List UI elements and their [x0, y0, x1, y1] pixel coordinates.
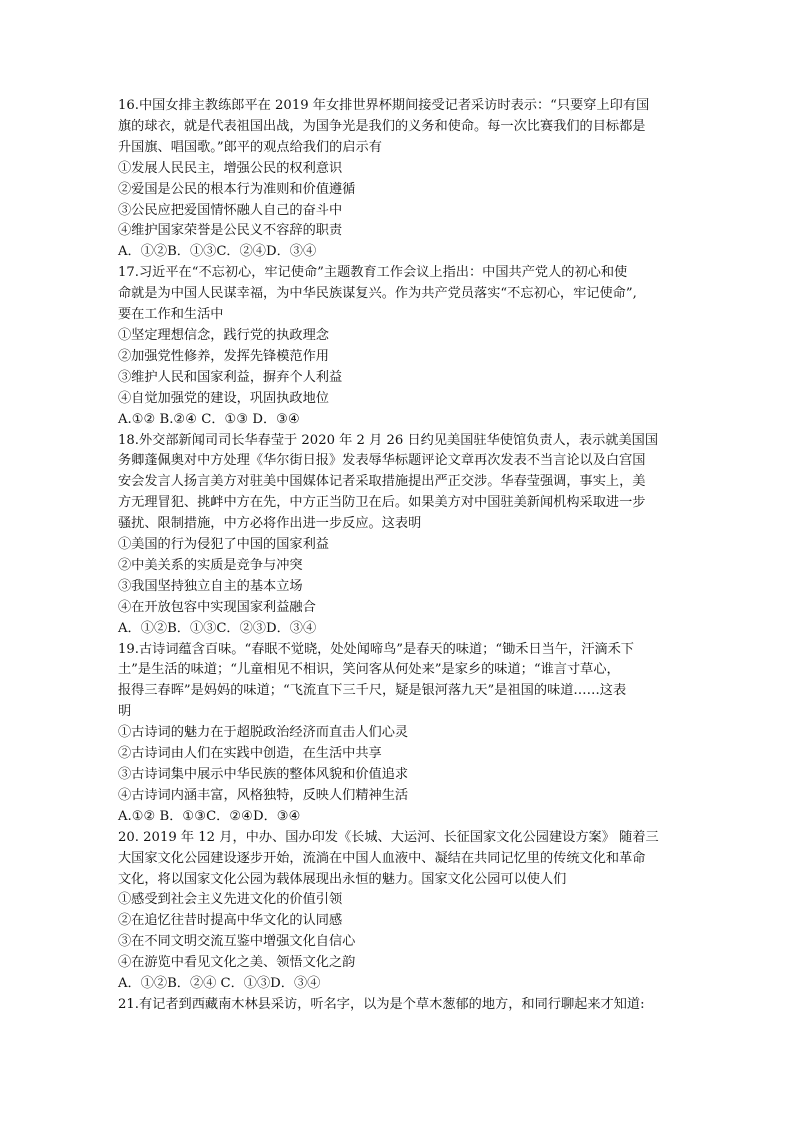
statement-option: ②中美关系的实质是竞争与冲突	[118, 557, 303, 573]
statement-option: ①感受到社会主义先进文化的价值引领	[118, 892, 343, 908]
statement-option: ④维护国家荣誉是公民义不容辞的职责	[118, 223, 343, 239]
question-stem-line: 19.古诗词蕴含百味。“春眠不觉晓，处处闻啼鸟”是春天的味道；“锄禾日当午，汗滴禾下	[118, 641, 634, 657]
statement-option: ①古诗词的魅力在于超脱政治经济而直击人们心灵	[118, 725, 409, 741]
statement-option: ①坚定理想信念，践行党的执政理念	[118, 327, 329, 343]
statement-option: ③维护人民和国家利益，摒弃个人利益	[118, 369, 343, 385]
question-stem-line: 命就是为中国人民谋幸福，为中华民族谋复兴。作为共产党员落实“不忘初心，牢记使命”,	[118, 286, 637, 302]
question-stem-line: 要在工作和生活中	[118, 307, 224, 323]
question-stem-line: 20. 2019 年 12 月，中办、国办印发《长城、大运河、长征国家文化公园建设方案》 随着三	[118, 829, 659, 845]
question-stem-line: 方无理冒犯、挑衅中方在先，中方正当防卫在后。如果美方对中国驻美新闻机构采取进一步	[118, 495, 646, 511]
question-stem-line: 明	[118, 704, 132, 720]
question-stem-line: 务卿蓬佩奥对中方处理《华尔街日报》发表辱华标题评论文章再次发表不当言论以及白宫国	[118, 453, 646, 469]
answer-choices: A.①② B.②④ C．①③ D．③④	[118, 411, 300, 427]
question-stem-line: 旗的球衣，就是代表祖国出战，为国争光是我们的义务和使命。每一次比赛我们的目标都是	[118, 118, 646, 134]
statement-option: ①美国的行为侵犯了中国的国家利益	[118, 537, 329, 553]
question-stem-line: 18.外交部新闻司司长华春莹于 2020 年 2 月 26 日约见美国驻华使馆负责人，表示就美国国	[118, 432, 659, 448]
exam-page	[118, 96, 678, 1016]
question-stem-line: 大国家文化公园建设逐步开始，流淌在中国人血液中、凝结在共同记忆里的传统文化和革命	[118, 850, 646, 866]
question-stem-line: 17.习近平在“不忘初心，牢记使命”主题教育工作会议上指出：中国共产党人的初心和使	[118, 265, 628, 281]
statement-option: ④古诗词内涵丰富，风格独特，反映人们精神生活	[118, 787, 409, 803]
statement-option: ③在不同文明交流互鉴中增强文化自信心	[118, 934, 356, 950]
statement-option: ①发展人民民主，增强公民的权利意识	[118, 160, 343, 176]
question-19	[118, 640, 678, 828]
question-stem-line: 报得三春晖”是妈妈的味道；“飞流直下三千尺，疑是银河落九天”是祖国的味道……这表	[118, 683, 627, 699]
question-18	[118, 431, 678, 640]
statement-option: ③我国坚持独立自主的基本立场	[118, 578, 303, 594]
statement-option: ②在追忆往昔时提高中华文化的认同感	[118, 913, 343, 929]
statement-option: ④在开放包容中实现国家利益融合	[118, 599, 316, 615]
answer-choices: A．①②B．②④ C．①③D．③④	[118, 976, 321, 992]
question-stem-line: 安会发言人扬言美方对驻美中国媒体记者采取措施提出严正交涉。华春莹强调，事实上，美	[118, 474, 646, 490]
question-stem-line: 升国旗、唱国歌。”郎平的观点给我们的启示有	[118, 139, 382, 155]
question-16	[118, 96, 678, 263]
answer-choices: A.①② B．①③C．②④D．③④	[118, 808, 301, 824]
question-stem-line: 骚扰、限制措施，中方必将作出进一步反应。这表明	[118, 516, 422, 532]
question-21	[118, 995, 678, 1016]
question-stem-line: 文化，将以国家文化公园为载体展现出永恒的魅力。国家文化公园可以使人们	[118, 871, 567, 887]
statement-option: ②爱国是公民的根本行为准则和价值遵循	[118, 181, 356, 197]
question-stem-line: 21.有记者到西藏南木林县采访，听名字，以为是个草木葱郁的地方，和同行聊起来才知道:	[118, 996, 645, 1012]
question-17	[118, 263, 678, 430]
statement-option: ③古诗词集中展示中华民族的整体风貌和价值追求	[118, 767, 409, 782]
answer-choices: A．①②B．①③C．②③D．③④	[118, 620, 317, 636]
question-20	[118, 828, 678, 995]
question-stem-line: 土”是生活的味道；“儿童相见不相识，笑问客从何处来”是家乡的味道；“谁言寸草心，	[118, 662, 620, 678]
statement-option: ②古诗词由人们在实践中创造，在生活中共享	[118, 746, 382, 762]
statement-option: ②加强党性修养，发挥先锋模范作用	[118, 348, 329, 364]
statement-option: ④自觉加强党的建设，巩固执政地位	[118, 390, 329, 406]
answer-choices: A．①②B．①③C．②④D．③④	[118, 244, 317, 260]
question-stem-line: 16.中国女排主教练郎平在 2019 年女排世界杯期间接受记者采访时表示：“只要穿上印有国	[118, 98, 650, 113]
statement-option: ③公民应把爱国情怀融人自己的奋斗中	[118, 202, 343, 218]
statement-option: ④在游览中看见文化之美、领悟文化之韵	[118, 955, 356, 971]
